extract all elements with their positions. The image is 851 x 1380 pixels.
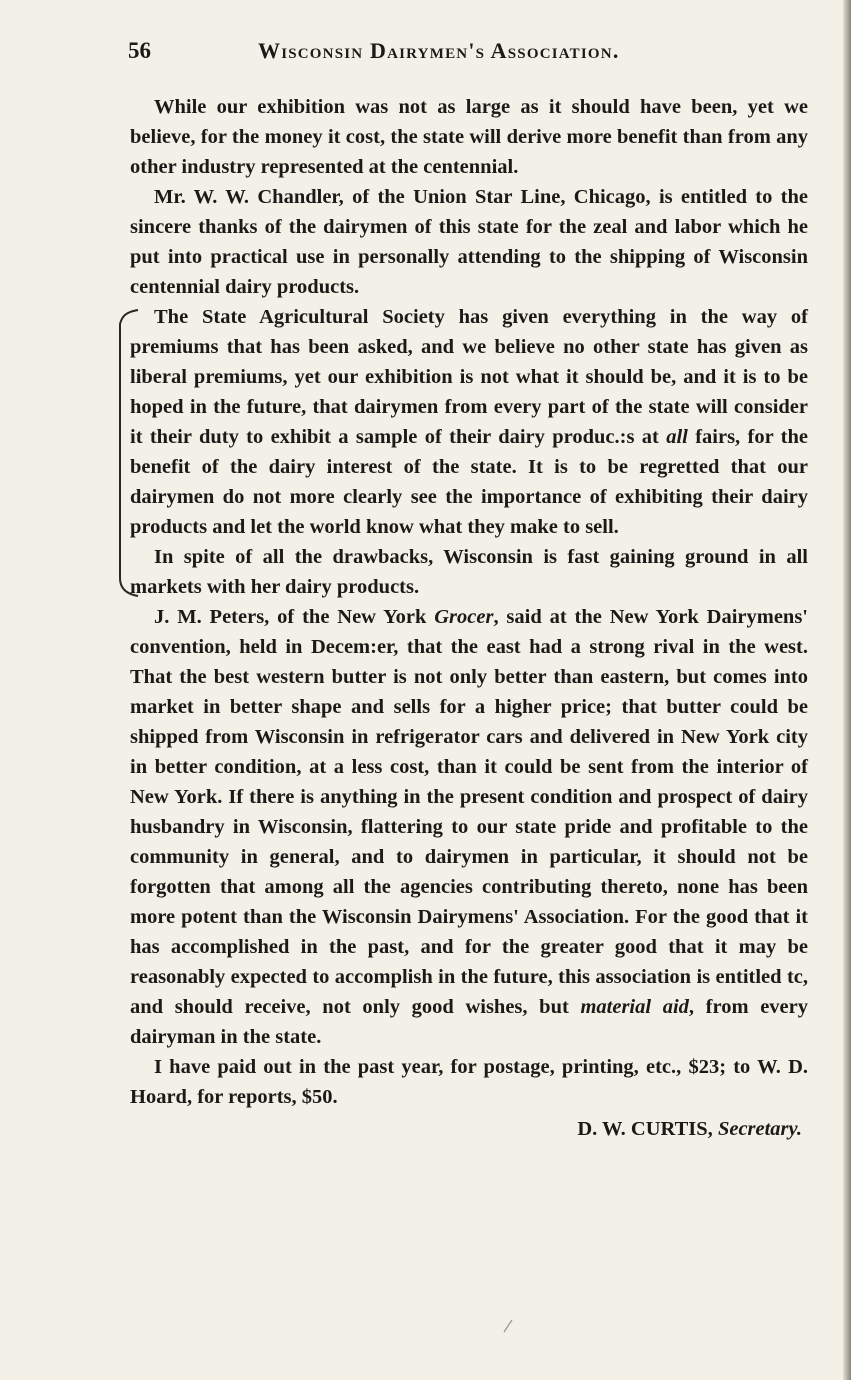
- paragraph-text: The State Agricultural Society has given everything in the way of premiums that has been asked, and we believe no other state has given as liberal premiums, yet our exhibition is not what it should be, and it is to be hoped in the future, that dairymen from every part of the state will consider it their duty to exhibit a sample of their dairy produc.:s at: [130, 306, 808, 448]
- paragraph-text: J. M. Peters, of the New York: [154, 606, 435, 628]
- emphasis-material-aid: material aid: [580, 996, 689, 1018]
- page-header: [128, 38, 808, 68]
- page-number: 56: [128, 38, 151, 63]
- paragraph-text: , said at the New York Dairymens' convention, held in Decem:er, that the east had a strong rival in the west. That the best western butter is not only better than eastern, but comes into market in better shape and sells for a higher price; that butter could be shipped from Wisconsin in refrigerator cars and delivered in New York city in better condition, at a less cost, than it could be sent from the interior of New York. If there is anything in the present condition and prospect of dairy husbandry in Wisconsin, flattering to our state pride and profitable to the community in general, and to dairymen in particular, it should not be forgotten that among all the agencies contributing thereto, none has been more potent than the Wisconsin Dairymens' Association. For the good that it has accomplished in the past, and for the greater good that it may be reasonably expected to accomplish in the future, this association is entitled tc, and should receive, not only good wishes, but: [130, 606, 808, 1018]
- paragraph-text: , from every dairyman in the state.: [130, 996, 808, 1048]
- paragraph-agricultural-society: [130, 302, 808, 542]
- body-text: [130, 92, 808, 1144]
- signature: [130, 1114, 808, 1144]
- running-head: Wisconsin Dairymen's Association.: [258, 38, 620, 63]
- paragraph-drawbacks: In spite of all the drawbacks, Wisconsin is fast gaining ground in all markets with her dairy products.: [130, 546, 808, 598]
- publication-name: Grocer: [434, 606, 494, 628]
- signature-title: Secretary.: [717, 1118, 802, 1140]
- paragraph-text: fairs, for the benefit of the dairy interest of the state. It is to be regretted that our dairymen do not more clearly see the importance of exhibiting their dairy products and let the world know what they make to sell.: [130, 426, 808, 538]
- stray-pencil-mark: [500, 1318, 514, 1334]
- page-edge-shadow: [843, 0, 851, 1380]
- signature-name: D. W. CURTIS,: [577, 1118, 713, 1140]
- paragraph-peters: [130, 602, 808, 1052]
- paragraph-exhibition: While our exhibition was not as large as it should have been, yet we believe, for the money it cost, the state will derive more benefit than from any other industry represented at the centennial.: [130, 96, 808, 178]
- emphasis-all: all: [666, 426, 688, 448]
- paragraph-chandler: Mr. W. W. Chandler, of the Union Star Line, Chicago, is entitled to the sincere thanks of the dairymen of this state for the zeal and labor which he put into practical use in personally attending to the shipping of Wisconsin centennial dairy products.: [130, 186, 808, 298]
- paragraph-expenses: I have paid out in the past year, for postage, printing, etc., $23; to W. D. Hoard, for reports, $50.: [130, 1056, 808, 1108]
